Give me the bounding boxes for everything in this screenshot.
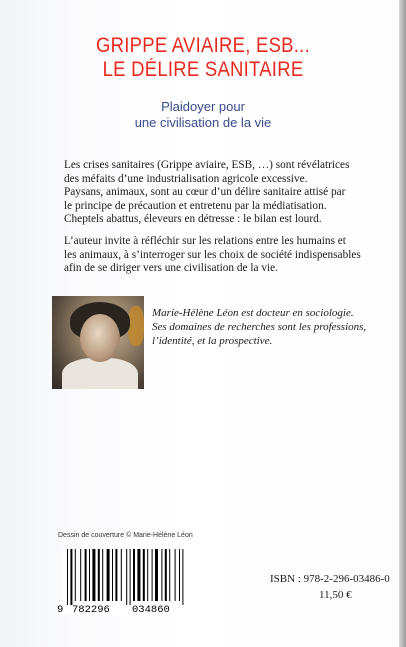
subtitle-line-2: une civilisation de la vie bbox=[134, 115, 272, 130]
barcode-digits-left: 782296 bbox=[72, 604, 110, 616]
barcode-bar bbox=[67, 549, 68, 605]
barcode-bar bbox=[161, 549, 162, 601]
barcode-bar bbox=[70, 549, 72, 605]
barcode-bar bbox=[179, 549, 180, 601]
blurb-line: Paysans, animaux, sont au cœur d’un délire sanitaire attisé par bbox=[64, 186, 346, 198]
blurb-line: le principe de précaution et entretenu par la médiatisation. bbox=[64, 199, 327, 212]
barcode-bar bbox=[85, 549, 87, 601]
barcode-bar bbox=[98, 549, 100, 601]
barcode-bar bbox=[130, 549, 131, 605]
barcode-bar bbox=[80, 549, 81, 601]
blurb-line: Les crises sanitaires (Grippe aviaire, ESB, …) sont révélatrices bbox=[64, 159, 350, 171]
blurb-line: L’auteur invite à réfléchir sur les relations entre les humains et bbox=[64, 235, 346, 247]
page-edge-shadow bbox=[399, 0, 406, 647]
barcode-bar bbox=[155, 549, 158, 601]
barcode-bar bbox=[112, 549, 113, 601]
barcode-bar bbox=[165, 549, 167, 601]
photo-shirt bbox=[62, 358, 138, 389]
barcode-bar bbox=[115, 549, 117, 601]
barcode-bar bbox=[133, 549, 135, 601]
author-photo bbox=[52, 296, 144, 389]
author-bio bbox=[152, 306, 392, 348]
blurb-line: des méfaits d’une industrialisation agricole excessive. bbox=[64, 172, 308, 185]
price: 11,50 € bbox=[319, 589, 352, 601]
barcode-bar bbox=[107, 549, 110, 601]
bio-line: Marie-Hélène Léon est docteur en sociologie. bbox=[152, 307, 354, 319]
blurb-line: les animaux, à s’interroger sur les choix de société indispensables bbox=[64, 248, 361, 261]
subtitle-line-1: Plaidoyer pour bbox=[161, 99, 245, 114]
blurb-line: afin de se diriger vers une civilisation de la vie. bbox=[64, 262, 278, 274]
photo-face bbox=[80, 314, 120, 362]
barcode-bar bbox=[89, 549, 90, 601]
title-line-2: LE DÉLIRE SANITAIRE bbox=[102, 58, 304, 81]
barcode-bar bbox=[75, 549, 76, 601]
barcode-digit-lead: 9 bbox=[57, 604, 64, 616]
blurb-paragraph-2 bbox=[64, 235, 364, 276]
blurb-paragraph-1 bbox=[64, 159, 364, 227]
barcode-bar bbox=[169, 549, 170, 601]
photo-background-leaf bbox=[128, 306, 144, 346]
title-line-1: GRIPPE AVIAIRE, ESB... bbox=[96, 34, 310, 57]
cover-credit: Dessin de couverture © Marie-Hélène Léon bbox=[58, 532, 193, 539]
barcode-bar bbox=[143, 549, 145, 601]
barcode-bar bbox=[121, 549, 122, 601]
barcode-bar bbox=[175, 549, 176, 601]
blurb-line: Cheptels abattus, éleveurs en détresse : le bilan est lourd. bbox=[64, 213, 322, 225]
bio-line: l’identité, et la prospective. bbox=[152, 335, 273, 347]
isbn: ISBN : 978-2-296-03486-0 bbox=[270, 573, 390, 585]
barcode-bars bbox=[63, 549, 193, 605]
barcode-digits-right: 034860 bbox=[132, 604, 170, 616]
bio-line: Ses domaines de recherches sont les professions, bbox=[152, 321, 367, 333]
barcode-bar bbox=[137, 549, 140, 601]
barcode-bar bbox=[126, 549, 127, 605]
barcode-bar bbox=[152, 549, 153, 601]
barcode-bar bbox=[102, 549, 103, 601]
barcode-bar bbox=[182, 549, 183, 605]
barcode-bar bbox=[147, 549, 148, 601]
barcode-bar bbox=[92, 549, 95, 601]
